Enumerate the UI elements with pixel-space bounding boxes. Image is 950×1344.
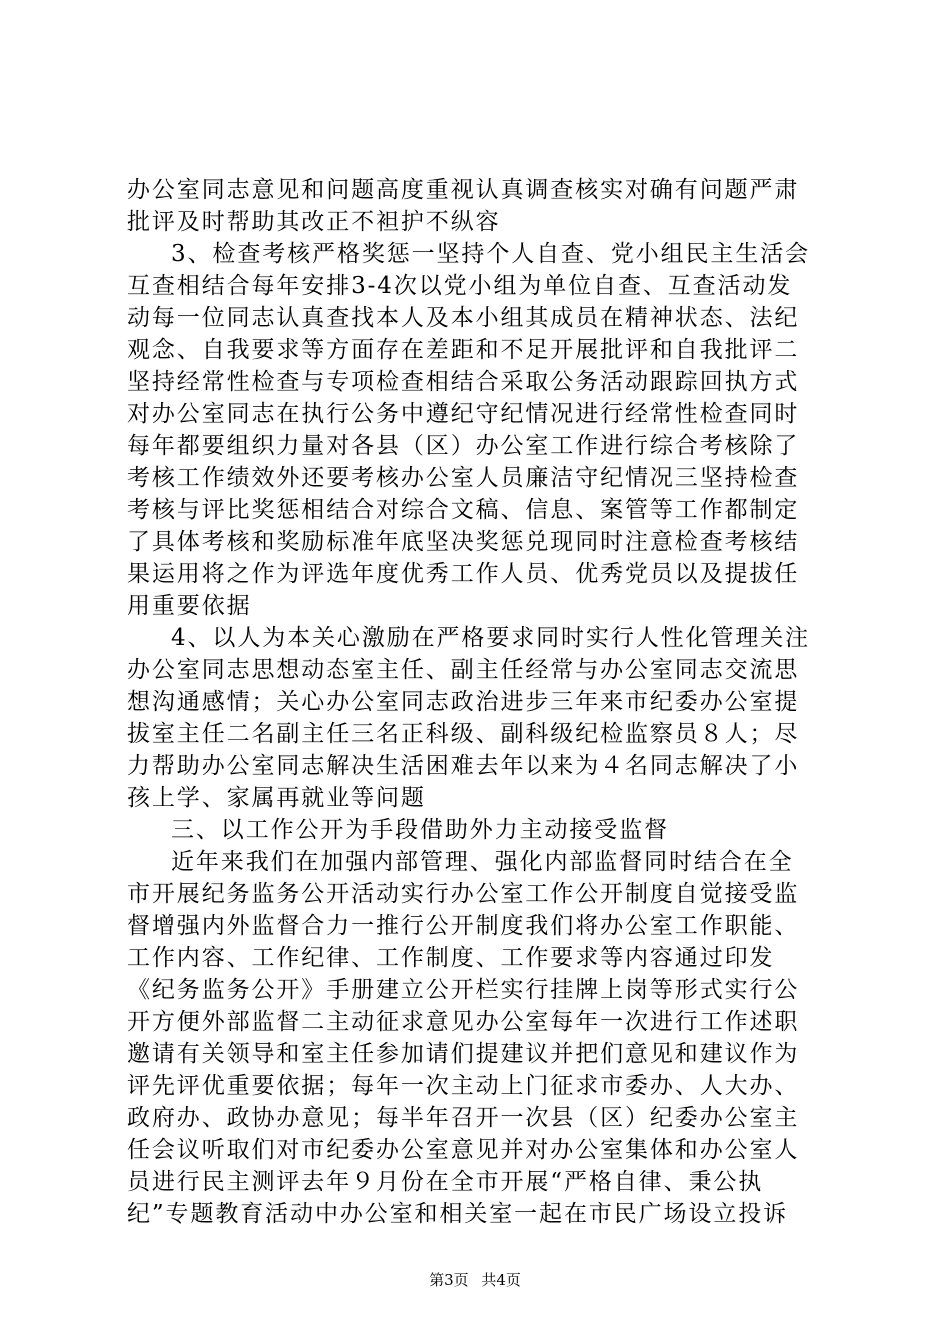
page-total: 共4页 xyxy=(481,1271,521,1289)
text-line: 互查相结合每年安排3-4次以党小组为单位自查、互查活动发 xyxy=(127,273,793,299)
text-line: 每年都要组织力量对各县（区）办公室工作进行综合考核除了 xyxy=(127,433,800,459)
page-number: 第3页 xyxy=(429,1271,469,1289)
text-line: 对办公室同志在执行公务中遵纪守纪情况进行经常性检查同时 xyxy=(127,401,800,427)
text-line: 4、以人为本关心激励在严格要求同时实行人性化管理关注 xyxy=(171,625,811,651)
text-line: 《纪务监务公开》手册建立公开栏实行挂牌上岗等形式实行公 xyxy=(127,977,800,1003)
text-line: 政府办、政协办意见；每半年召开一次县（区）纪委办公室主 xyxy=(127,1105,800,1131)
text-line: 开方便外部监督二主动征求意见办公室每年一次进行工作述职 xyxy=(127,1009,800,1035)
document-body xyxy=(127,174,831,1230)
text-line: 任会议听取们对市纪委办公室意见并对办公室集体和办公室人 xyxy=(127,1137,800,1163)
text-line: 批评及时帮助其改正不袒护不纵容 xyxy=(127,209,501,235)
text-line: 果运用将之作为评选年度优秀工作人员、优秀党员以及提拔任 xyxy=(127,561,800,587)
text-line: 市开展纪务监务公开活动实行办公室工作公开制度自觉接受监 xyxy=(127,881,800,907)
text-line: 办公室同志意见和问题高度重视认真调查核实对确有问题严肃 xyxy=(127,177,800,203)
text-line: 督增强内外监督合力一推行公开制度我们将办公室工作职能、 xyxy=(127,913,800,939)
text-line: 考核工作绩效外还要考核办公室人员廉洁守纪情况三坚持检查 xyxy=(127,465,800,491)
text-line: 了具体考核和奖励标准年底坚决奖惩兑现同时注意检查考核结 xyxy=(127,529,800,555)
text-line: 办公室同志思想动态室主任、副主任经常与办公室同志交流思 xyxy=(127,657,800,683)
text-line: 动每一位同志认真查找本人及本小组其成员在精神状态、法纪 xyxy=(127,305,800,331)
text-line: 评先评优重要依据；每年一次主动上门征求市委办、人大办、 xyxy=(127,1073,800,1099)
text-line: 用重要依据 xyxy=(127,593,252,619)
text-line: 坚持经常性检查与专项检查相结合采取公务活动跟踪回执方式 xyxy=(127,369,800,395)
text-line: 纪”专题教育活动中办公室和相关室一起在市民广场设立投诉 xyxy=(127,1201,789,1227)
text-line: 三、以工作公开为手段借助外力主动接受监督 xyxy=(171,817,669,843)
text-line: 考核与评比奖惩相结合对综合文稿、信息、案管等工作都制定 xyxy=(127,497,800,523)
text-line: 近年来我们在加强内部管理、强化内部监督同时结合在全 xyxy=(171,849,794,875)
text-line: 员进行民主测评去年９月份在全市开展“严格自律、秉公执 xyxy=(127,1169,764,1195)
page-footer xyxy=(0,1270,950,1290)
text-line: 观念、自我要求等方面存在差距和不足开展批评和自我批评二 xyxy=(127,337,800,363)
text-line: 想沟通感情；关心办公室同志政治进步三年来市纪委办公室提 xyxy=(127,689,800,715)
text-line: 孩上学、家属再就业等问题 xyxy=(127,785,426,811)
text-line: 工作内容、工作纪律、工作制度、工作要求等内容通过印发 xyxy=(127,945,775,971)
text-line: 拔室主任二名副主任三名正科级、副科级纪检监察员８人；尽 xyxy=(127,721,800,747)
text-line: 力帮助办公室同志解决生活困难去年以来为４名同志解决了小 xyxy=(127,753,800,779)
text-line: 邀请有关领导和室主任参加请们提建议并把们意见和建议作为 xyxy=(127,1041,800,1067)
text-line: 3、检查考核严格奖惩一坚持个人自查、党小组民主生活会 xyxy=(171,241,811,267)
